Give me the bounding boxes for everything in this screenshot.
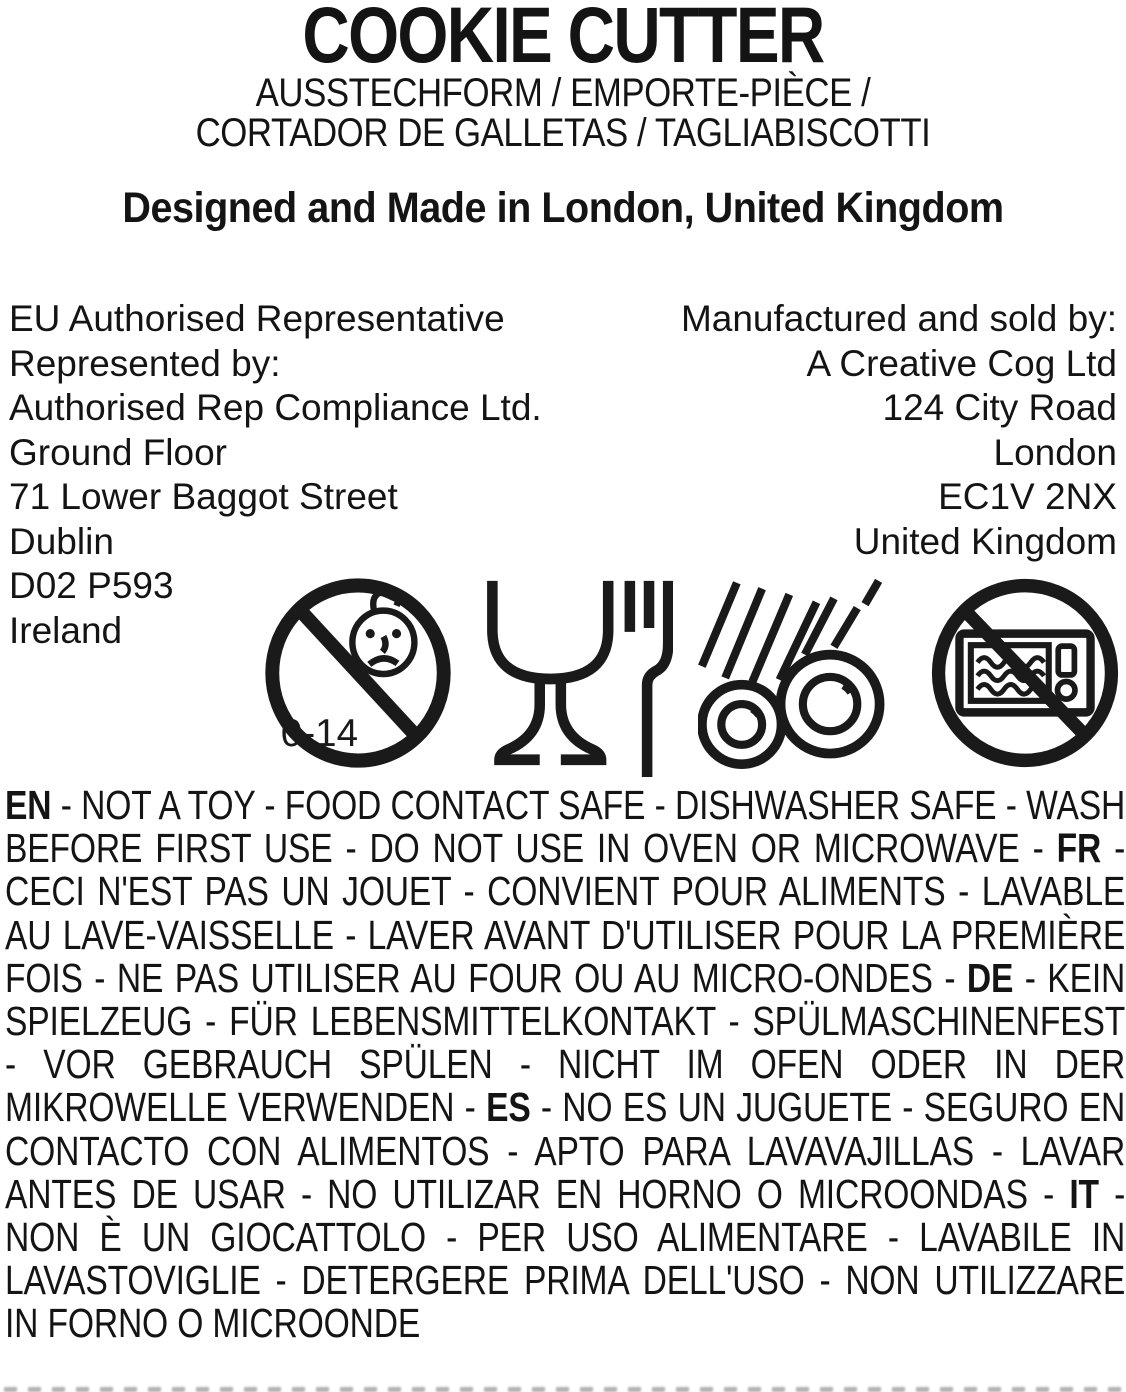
eu-rep-line: Ground Floor [9,431,227,473]
language-code-de: DE [966,954,1014,1001]
subtitle-line-1: AUSSTECHFORM / EMPORTE-PIÈCE / [255,71,871,115]
manufacturer-line: 124 City Road [882,387,1117,428]
eu-rep-line: Dublin [9,520,114,562]
product-title: COOKIE CUTTER [302,0,824,79]
multilingual-warnings [5,784,1125,1346]
manufacturer-line: Manufactured and sold by: [680,298,1117,339]
eu-rep-line: D02 P593 [9,565,174,606]
eu-rep-line: EU Authorised Representative [9,298,505,339]
manufacturer-line: United Kingdom [853,520,1117,562]
not-suitable-for-children-0-14-icon [264,577,452,769]
warning-text-de: - KEIN SPIELZEUG - FÜR LEBENSMITTELKONTAKT - SPÜLMASCHINENFEST - VOR GEBRAUCH SPÜLEN - NICHT IM OFEN ODER IN DER MIKROWELLE VERWENDEN - [5,954,1126,1131]
warning-text-es: - NO ES UN JUGUETE - SEGURO EN CONTACTO CON ALIMENTOS - APTO PARA LAVAVAJILLAS - LAVAR ANTES DE USAR - NO UTILIZAR EN HORNO O MICROONDAS - [5,1084,1126,1217]
warning-text-it: - NON È UN GIOCATTOLO - PER USO ALIMENTARE - LAVABILE IN LAVASTOVIGLIE - DETERGERE PRIMA DELL'USO - NON UTILIZZARE IN FORNO O MICROONDE [5,1170,1126,1347]
safety-icons-row [0,577,1126,779]
language-code-es: ES [486,1084,531,1131]
language-code-fr: FR [1056,825,1102,872]
language-code-en: EN [5,782,52,828]
eu-rep-line: 71 Lower Baggot Street [9,476,398,517]
manufacturer-line: A Creative Cog Ltd [806,342,1117,384]
cropped-text-artifact [4,1387,1122,1392]
eu-rep-line: Authorised Rep Compliance Ltd. [9,387,542,428]
language-code-it: IT [1069,1170,1099,1217]
eu-rep-line: Represented by: [9,342,281,384]
origin-statement: Designed and Made in London, United Kingdom [122,184,1004,232]
manufacturer-line: London [993,431,1117,473]
warning-text-en: - NOT A TOY - FOOD CONTACT SAFE - DISHWASHER SAFE - WASH BEFORE FIRST USE - DO NOT USE IN OVEN OR MICROWAVE - [5,782,1126,872]
manufacturer-line: EC1V 2NX [938,476,1117,517]
food-contact-safe-icon [487,577,673,777]
dishwasher-safe-icon [698,577,900,771]
subtitle-line-2: CORTADOR DE GALLETAS / TAGLIABISCOTTI [195,111,931,155]
eu-rep-line: Ireland [9,609,123,651]
age-range-label: 0-14 [280,711,359,756]
warning-text-fr: - CECI N'EST PAS UN JOUET - CONVIENT POUR ALIMENTS - LAVABLE AU LAVE-VAISSELLE - LAVER AVANT D'UTILISER POUR LA PREMIÈRE FOIS - NE PAS UTILISER AU FOUR OU AU MICRO-ONDES - [5,825,1126,1001]
do-not-microwave-icon [930,577,1120,769]
